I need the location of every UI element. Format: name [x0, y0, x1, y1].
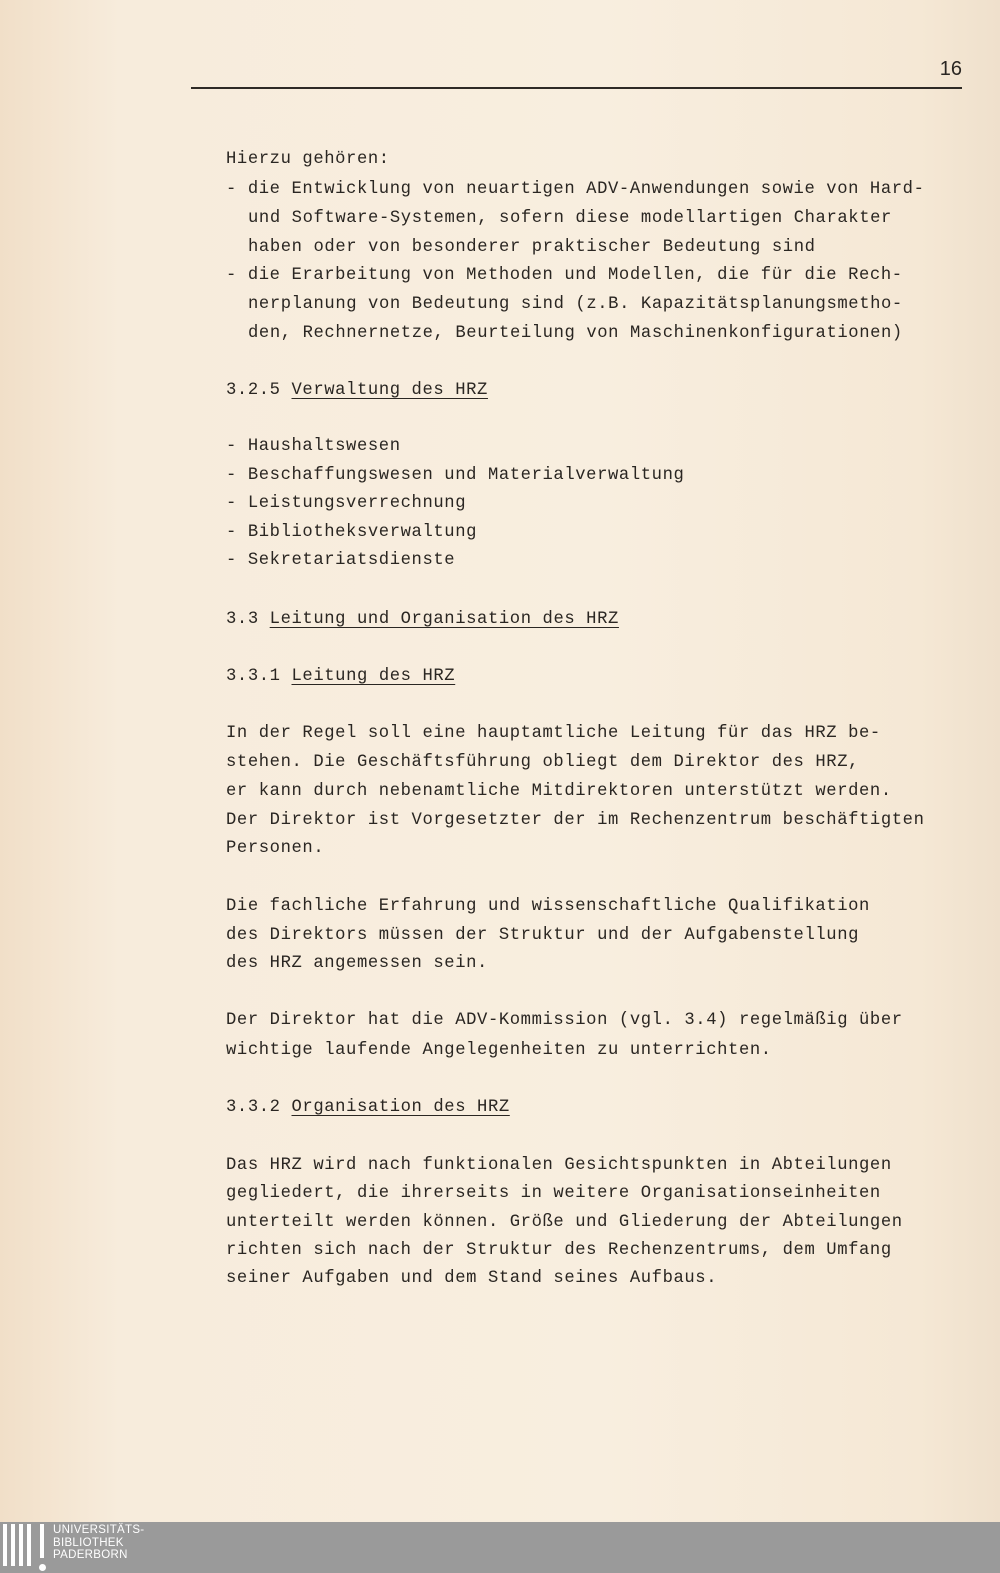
- section-heading-33: [226, 609, 619, 631]
- logo-bar: [40, 1524, 44, 1558]
- intro-item2-line: den, Rechnernetze, Beurteilung von Maschinenkonfigurationen): [248, 324, 903, 343]
- intro-item1-line: haben oder von besonderer praktischer Bedeutung sind: [248, 238, 816, 257]
- paragraph-line: richten sich nach der Struktur des Rechenzentrums, dem Umfang: [226, 1241, 892, 1260]
- paragraph-line: unterteilt werden können. Größe und Gliederung der Abteilungen: [226, 1213, 903, 1232]
- logo-bar: [11, 1524, 15, 1566]
- section-number: 3.3: [226, 610, 259, 629]
- section-number: 3.3.1: [226, 667, 281, 686]
- paragraph-line: wichtige laufende Angelegenheiten zu unterrichten.: [226, 1041, 772, 1060]
- paragraph-line: er kann durch nebenamtliche Mitdirektoren unterstützt werden.: [226, 782, 892, 801]
- logo-bar: [27, 1524, 31, 1566]
- section-title: Leitung und Organisation des HRZ: [269, 610, 619, 629]
- header-rule: [191, 87, 962, 89]
- intro-item2-line: nerplanung von Bedeutung sind (z.B. Kapazitätsplanungsmetho-: [248, 295, 903, 314]
- paragraph-line: In der Regel soll eine hauptamtliche Leitung für das HRZ be-: [226, 724, 881, 743]
- section-heading-332: [226, 1097, 510, 1119]
- library-logo-text: [53, 1524, 144, 1562]
- section-heading-331: [226, 666, 455, 688]
- logo-bar: [19, 1524, 23, 1566]
- library-footer-bar: [0, 1522, 1000, 1573]
- paragraph-line: des Direktors müssen der Struktur und der Aufgabenstellung: [226, 926, 860, 945]
- paragraph-line: des HRZ angemessen sein.: [226, 954, 488, 973]
- logo-text-line: PADERBORN: [53, 1549, 128, 1561]
- page-number: 16: [939, 58, 962, 80]
- paragraph-line: Das HRZ wird nach funktionalen Gesichtspunkten in Abteilungen: [226, 1156, 892, 1175]
- paragraph-line: stehen. Die Geschäftsführung obliegt dem Direktor des HRZ,: [226, 753, 860, 772]
- intro-item2-line: - die Erarbeitung von Methoden und Modellen, die für die Rech-: [226, 266, 903, 285]
- paragraph-line: Der Direktor hat die ADV-Kommission (vgl. 3.4) regelmäßig über: [226, 1011, 903, 1030]
- list-item: - Beschaffungswesen und Materialverwaltung: [226, 466, 685, 485]
- section-number: 3.3.2: [226, 1098, 281, 1117]
- paragraph-line: Der Direktor ist Vorgesetzter der im Rechenzentrum beschäftigten: [226, 811, 925, 830]
- section-title: Verwaltung des HRZ: [291, 381, 488, 400]
- section-title: Organisation des HRZ: [291, 1098, 510, 1117]
- intro-heading: Hierzu gehören:: [226, 150, 390, 169]
- paragraph-line: Personen.: [226, 839, 325, 858]
- logo-text-line: BIBLIOTHEK: [53, 1536, 124, 1549]
- list-item: - Leistungsverrechnung: [226, 494, 467, 513]
- section-heading-325: [226, 380, 488, 402]
- section-title: Leitung des HRZ: [291, 667, 456, 686]
- paragraph-line: seiner Aufgaben und dem Stand seines Aufbaus.: [226, 1269, 718, 1288]
- list-item: - Haushaltswesen: [226, 437, 401, 456]
- list-item: - Bibliotheksverwaltung: [226, 523, 478, 542]
- intro-item1-line: - die Entwicklung von neuartigen ADV-Anwendungen sowie von Hard-: [226, 180, 925, 199]
- library-logo-icon: [3, 1524, 47, 1571]
- intro-item1-line: und Software-Systemen, sofern diese modellartigen Charakter: [248, 209, 892, 228]
- paragraph-line: Die fachliche Erfahrung und wissenschaftliche Qualifikation: [226, 897, 870, 916]
- logo-text-line: UNIVERSITÄTS-: [53, 1524, 145, 1536]
- paragraph-line: gegliedert, die ihrerseits in weitere Organisationseinheiten: [226, 1184, 881, 1203]
- logo-bar: [3, 1524, 7, 1566]
- section-number: 3.2.5: [226, 381, 281, 400]
- logo-dot: [39, 1564, 46, 1571]
- list-item: - Sekretariatsdienste: [226, 551, 456, 570]
